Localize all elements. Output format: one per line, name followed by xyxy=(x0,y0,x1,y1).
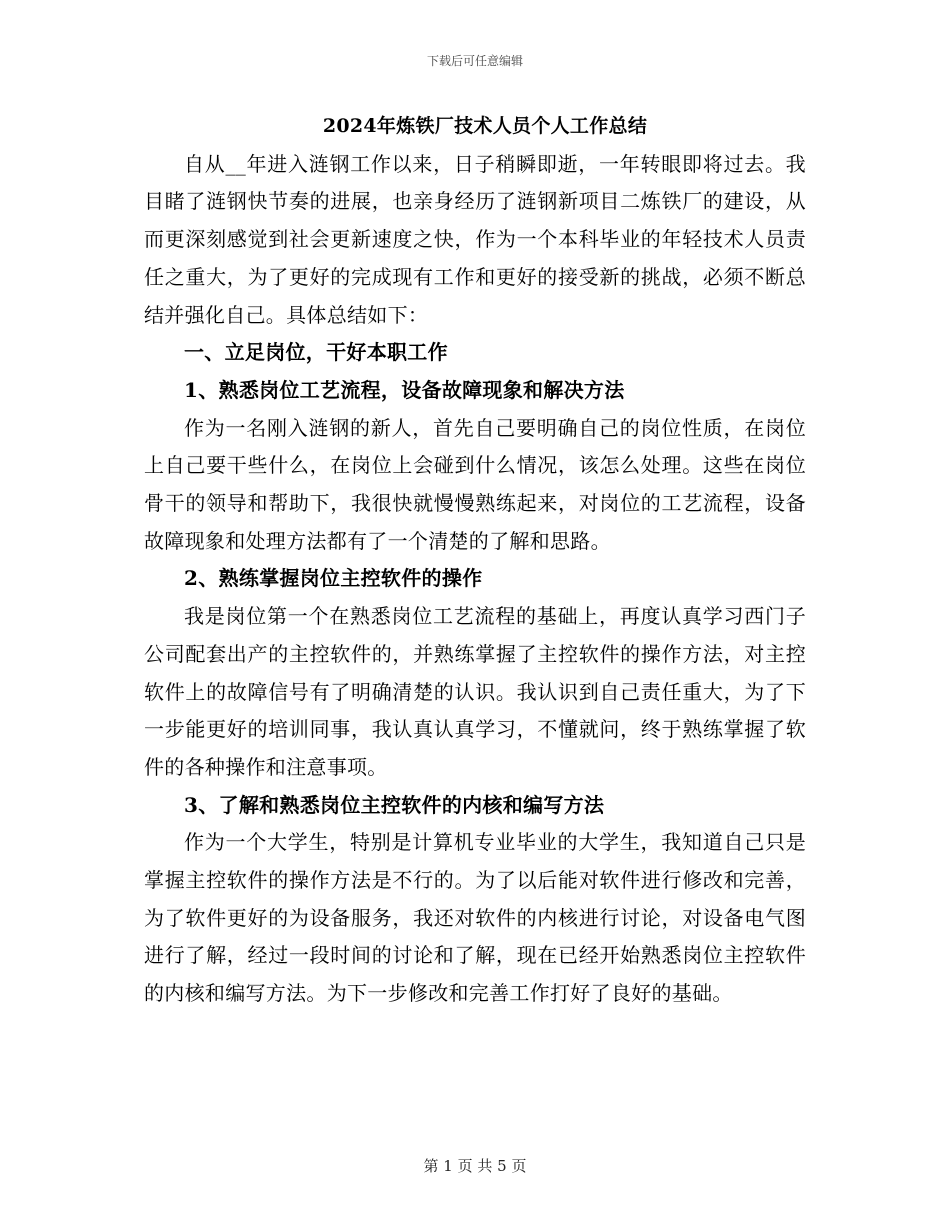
subsection-heading-3: 3、了解和熟悉岗位主控软件的内核和编写方法 xyxy=(184,792,605,817)
intro-paragraph: 自从__年进入涟钢工作以来，日子稍瞬即逝，一年转眼即将过去。我目睹了涟钢快节奏的进展，也亲身经历了涟钢新项目二炼铁厂的建设，从而更深刻感觉到社会更新速度之快，作为一个本科毕业的年轻技术人员责任之重大，为了更好的完成现有工作和更好的接受新的挑战，必须不断总结并强化自己。具体总结如下： xyxy=(144,151,806,327)
section-heading-1: 一、立足岗位，干好本职工作 xyxy=(184,340,448,365)
document-body xyxy=(144,108,806,1013)
document-title: 2024年炼铁厂技术人员个人工作总结 xyxy=(322,115,648,137)
page-footer: 第 1 页 共 5 页 xyxy=(423,1157,527,1175)
page-header: 下载后可任意编辑 xyxy=(426,54,523,68)
subsection-heading-1: 1、熟悉岗位工艺流程，设备故障现象和解决方法 xyxy=(184,377,625,402)
subsection-heading-2: 2、熟练掌握岗位主控软件的操作 xyxy=(184,566,483,591)
subsection-paragraph-3: 作为一个大学生，特别是计算机专业毕业的大学生，我知道自己只是掌握主控软件的操作方法是不行的。为了以后能对软件进行修改和完善，为了软件更好的为设备服务，我还对软件的内核进行讨论，对设备电气图进行了解，经过一段时间的讨论和了解，现在已经开始熟悉岗位主控软件的内核和编写方法。为下一步修改和完善工作打好了良好的基础。 xyxy=(144,830,806,1006)
subsection-paragraph-1: 作为一名刚入涟钢的新人，首先自己要明确自己的岗位性质，在岗位上自己要干些什么，在岗位上会碰到什么情况，该怎么处理。这些在岗位骨干的领导和帮助下，我很快就慢慢熟练起来，对岗位的工艺流程，设备故障现象和处理方法都有了一个清楚的了解和思路。 xyxy=(144,415,806,553)
subsection-paragraph-2: 我是岗位第一个在熟悉岗位工艺流程的基础上，再度认真学习西门子公司配套出产的主控软件的，并熟练掌握了主控软件的操作方法，对主控软件上的故障信号有了明确清楚的认识。我认识到自己责任重大，为了下一步能更好的培训同事，我认真认真学习，不懂就问，终于熟练掌握了软件的各种操作和注意事项。 xyxy=(144,604,806,779)
